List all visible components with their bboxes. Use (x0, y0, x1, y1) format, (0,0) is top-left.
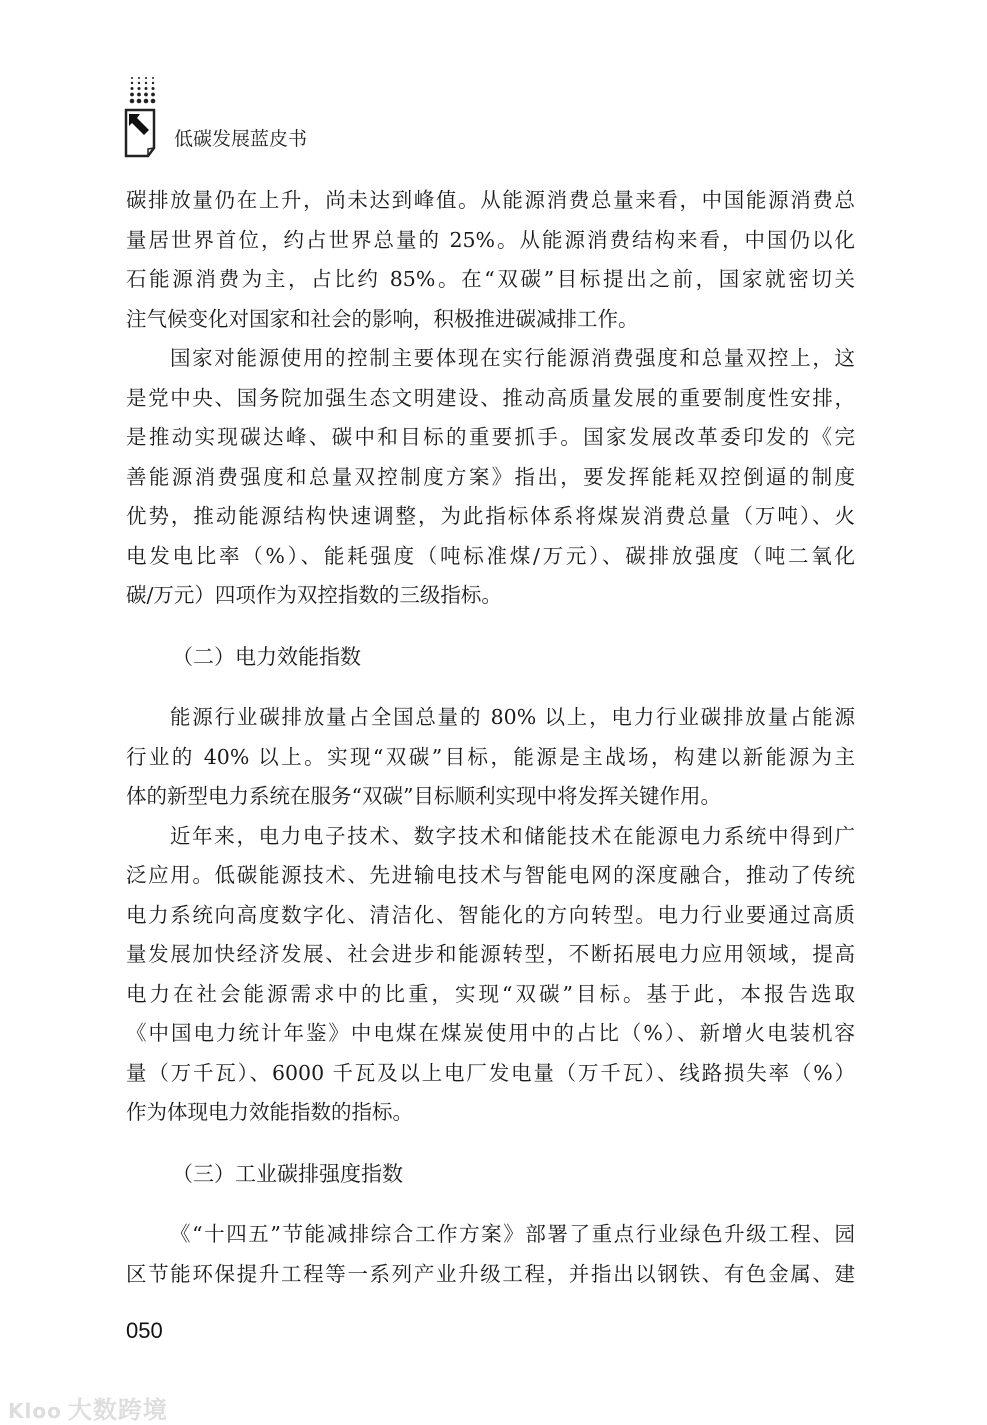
watermark-logo: Kloo (8, 1399, 62, 1423)
text-line: 善能源消费强度和总量双控制度方案》指出，要发挥能耗双控倒逼的制度 (126, 464, 855, 489)
watermark (8, 1390, 168, 1425)
text-line: 电力系统向高度数字化、清洁化、智能化的方向转型。电力行业要通过高质 (126, 902, 855, 927)
paragraph (126, 817, 855, 1133)
paragraph (126, 339, 855, 616)
text-line: 电发电比率（%）、能耗强度（吨标准煤/万元）、碳排放强度（吨二氧化 (126, 543, 855, 568)
text-line: 泛应用。低碳能源技术、先进输电技术与智能电网的深度融合，推动了传统 (126, 863, 855, 887)
text-line: 是推动实现碳达峰、碳中和目标的重要抓手。国家发展改革委印发的《完 (126, 425, 855, 449)
page-number: 050 (126, 1318, 163, 1343)
text-line: 电力在社会能源需求中的比重，实现“双碳”目标。基于此，本报告选取 (126, 981, 855, 1006)
text-line: 近年来，电力电子技术、数字技术和储能技术在能源电力系统中得到广 (170, 823, 855, 848)
text-line: 是党中央、国务院加强生态文明建设、推动高质量发展的重要制度性安排， (126, 385, 855, 410)
text-line: 《“十四五”节能减排综合工作方案》部署了重点行业绿色升级工程、园 (170, 1222, 855, 1246)
section-heading: （二）电力效能指数 (172, 644, 361, 669)
text-line: 注气候变化对国家和社会的影响，积极推进碳减排工作。 (126, 306, 639, 331)
book-series-title: 低碳发展蓝皮书 (174, 128, 308, 150)
text-line: 碳/万元）四项作为双控指数的三级指标。 (126, 583, 502, 607)
text-line: 体的新型电力系统在服务“双碳”目标顺利实现中将发挥关键作用。 (126, 784, 721, 808)
book-series-logo-icon (124, 74, 160, 160)
text-line: 作为体现电力效能指数的指标。 (126, 1100, 413, 1124)
document-body (126, 181, 855, 1294)
text-line: 能源行业碳排放量占全国总量的 80% 以上，电力行业碳排放量占能源 (170, 705, 855, 729)
text-line: 量（万千瓦）、6000 千瓦及以上电厂发电量（万千瓦）、线路损失率（%） (126, 1060, 855, 1085)
paragraph (126, 698, 855, 817)
text-line: 区节能环保提升工程等一系列产业升级工程，并指出以钢铁、有色金属、建 (126, 1261, 855, 1286)
text-line: 量发展加快经济发展、社会进步和能源转型，不断拓展电力应用领域，提高 (126, 942, 855, 966)
section-heading: （三）工业碳排强度指数 (172, 1161, 403, 1186)
watermark-text: 大数跨境 (67, 1396, 168, 1424)
text-line: 国家对能源使用的控制主要体现在实行能源消费强度和总量双控上，这 (170, 346, 855, 370)
text-line: 优势，推动能源结构快速调整，为此指标体系将煤炭消费总量（万吨）、火 (126, 504, 855, 528)
text-line: 量居世界首位，约占世界总量的 25%。从能源消费结构来看，中国仍以化 (126, 227, 855, 252)
text-line: 行业的 40% 以上。实现“双碳”目标，能源是主战场，构建以新能源为主 (126, 744, 855, 769)
text-line: 碳排放量仍在上升，尚未达到峰值。从能源消费总量来看，中国能源消费总 (126, 188, 855, 212)
text-line: 《中国电力统计年鉴》中电煤在煤炭使用中的占比（%）、新增火电装机容 (126, 1021, 855, 1045)
paragraph (126, 1215, 855, 1294)
paragraph (126, 181, 855, 339)
text-line: 石能源消费为主，占比约 85%。在“双碳”目标提出之前，国家就密切关 (126, 267, 855, 291)
